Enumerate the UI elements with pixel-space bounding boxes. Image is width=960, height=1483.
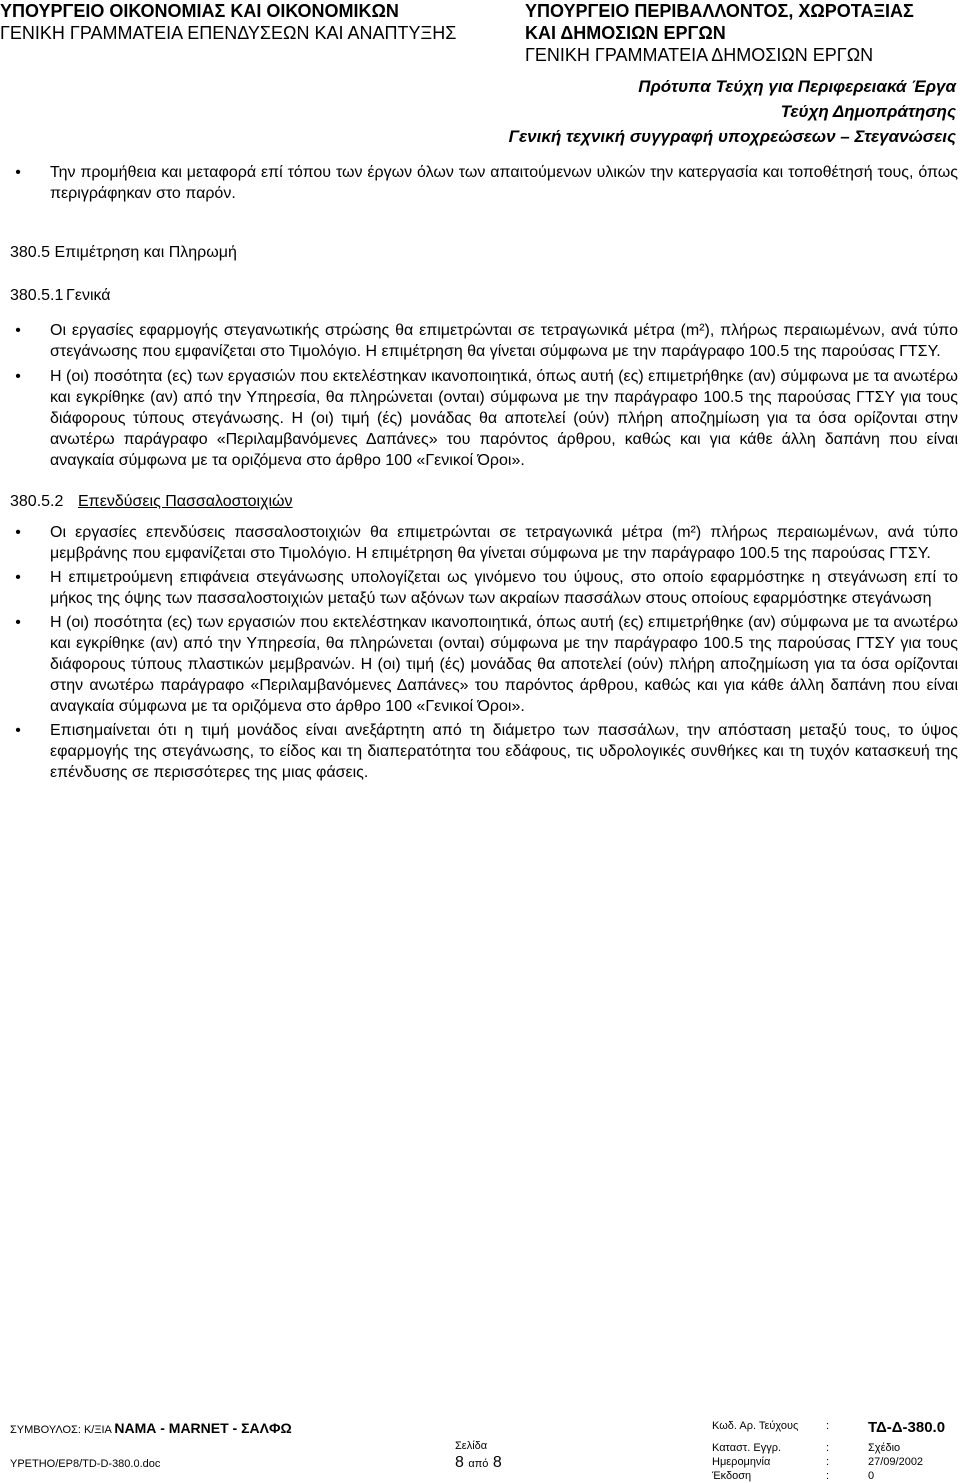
- bullet-text: Επισημαίνεται ότι η τιμή μονάδος είναι ανεξάρτητη από τη διάμετρο των πασσάλων, την απόσταση μεταξύ τους, το ύψος εφαρμογής της στεγάνωσης, το είδος και τη διαπερατότητα του εδάφους, τις υδρολογικές συνθήκες και τη τυχόν κατασκευή της επένδυσης σε περισσότερες της μιας φάσεις.: [50, 722, 958, 781]
- subtitle-standard-documents: Πρότυπα Τεύχη για Περιφερειακά Έργα: [638, 77, 956, 96]
- meta-value-status: Σχέδιο: [868, 1442, 901, 1454]
- ministry-economy-title: ΥΠΟΥΡΓΕΙΟ ΟΙΚΟΝΟΜΙΑΣ ΚΑΙ ΟΙΚΟΝΟΜΙΚΩΝ: [0, 1, 399, 21]
- document-body: [10, 162, 958, 783]
- section-heading: [10, 242, 958, 263]
- meta-colon: :: [826, 1442, 830, 1454]
- subsection-title: Γενικά: [66, 287, 111, 304]
- page-current: 8: [455, 1454, 464, 1471]
- bullet-icon: •: [15, 614, 21, 631]
- section-number: 380.5: [10, 244, 51, 261]
- consultant-name: ΝΑΜΑ - MARNET - ΣΑΛΦΩ: [114, 1420, 292, 1436]
- bullet-text: Την προμήθεια και μεταφορά επί τόπου των έργων όλων των απαιτούμενων υλικών την κατεργασία και τοποθέτησή τους, όπως περιγράφηκαν στο παρόν.: [50, 164, 958, 202]
- consultant-label: ΣΥΜΒΟΥΛΟΣ: Κ/ΞΙΑ: [10, 1424, 112, 1436]
- page-label: Σελίδα: [455, 1440, 488, 1452]
- meta-label-status: Καταστ. Εγγρ.: [712, 1442, 782, 1454]
- bullet-icon: •: [15, 322, 21, 339]
- bullet-text: Οι εργασίες επενδύσεις πασσαλοστοιχιών θα επιμετρώνται σε τετραγωνικά μέτρα (m²) πλήρως περαιωμένων, ανά τύπο μεμβράνης που εμφανίζεται στο Τιμολόγιο. Η επιμέτρηση θα γίνεται σύμφωνα με την παράγραφο 100.5 της παρούσας ΓΤΣΥ.: [50, 524, 958, 562]
- list-item: [10, 567, 958, 609]
- meta-value-version: 0: [868, 1470, 875, 1482]
- subsection-number: 380.5.2: [10, 493, 64, 510]
- bullet-icon: •: [15, 722, 21, 739]
- subsection-title: Επενδύσεις Πασσαλοστοιχιών: [78, 493, 293, 510]
- meta-colon: :: [826, 1456, 830, 1468]
- subsection-heading-piles: [10, 491, 958, 512]
- section-title: Επιμέτρηση και Πληρωμή: [54, 244, 237, 261]
- bullet-text: Η (οι) ποσότητα (ες) των εργασιών που εκτελέστηκαν ικανοποιητικά, όπως αυτή (ες) επιμετρήθηκε (αν) σύμφωνα με τα ανωτέρω και εγκρίθηκε (αν) από την Υπηρεσία, θα πληρώνεται (ονται) σύμφωνα με την παράγραφο 100.5 της παρούσας ΓΤΣΥ για τους διάφορους τύπους στεγάνωσης. Η (οι) τιμή (ές) μονάδας θα αποτελεί (ούν) πλήρη αποζημίωση για τα όσα ορίζονται στην ανωτέρω παράγραφο «Περιλαμβανόμενες Δαπάνες» του παρόντος άρθρου, καθώς και για κάθε άλλη δαπάνη που είναι αναγκαία σύμφωνα με τα οριζόμενα στο άρθρο 100 «Γενικοί Όροι».: [50, 368, 958, 469]
- bullet-text: Η επιμετρούμενη επιφάνεια στεγάνωσης υπολογίζεται ως γινόμενο του ύψους, στο οποίο εφαρμόστηκε η στεγάνωση επί το μήκος της όψης των πασσαλοστοιχιών μεταξύ των αξόνων των ακραίων πασσάλων στους οποίους εφαρμόστηκε στεγάνωση: [50, 569, 958, 607]
- list-item: [10, 320, 958, 362]
- meta-value-date: 27/09/2002: [868, 1456, 924, 1468]
- list-item: [10, 366, 958, 471]
- bullet-icon: •: [15, 569, 21, 586]
- page-footer: [0, 1416, 960, 1483]
- consultant-line: [10, 1420, 292, 1436]
- meta-colon: :: [826, 1470, 830, 1482]
- header-left: [0, 0, 456, 44]
- meta-value-code: ΤΔ-Δ-380.0: [868, 1419, 946, 1436]
- meta-colon: :: [826, 1420, 830, 1432]
- list-item: [10, 612, 958, 717]
- subsection-number: 380.5.1: [10, 287, 64, 304]
- list-item: [10, 162, 958, 204]
- header-right: [525, 0, 914, 66]
- bullet-icon: •: [15, 164, 21, 181]
- meta-label-code: Κωδ. Αρ. Τεύχους: [712, 1420, 799, 1432]
- bullet-text: Οι εργασίες εφαρμογής στεγανωτικής στρώσης θα επιμετρώνται σε τετραγωνικά μέτρα (m²), πλήρως περαιωμένων, ανά τύπο στεγάνωσης που εμφανίζεται στο Τιμολόγιο. Η επιμέτρηση θα γίνεται σύμφωνα με την παράγραφο 100.5 της παρούσας ΓΤΣΥ.: [50, 322, 958, 360]
- page-total: 8: [492, 1454, 502, 1471]
- general-secretariat-investments: ΓΕΝΙΚΗ ΓΡΑΜΜΑΤΕΙΑ ΕΠΕΝΔΥΣΕΩΝ ΚΑΙ ΑΝΑΠΤΥΞΗΣ: [0, 23, 457, 43]
- meta-label-date: Ημερομηνία: [712, 1456, 771, 1468]
- bullet-icon: •: [15, 524, 21, 541]
- ministry-environment-title-cont: ΚΑΙ ΔΗΜΟΣΙΩΝ ΕΡΓΩΝ: [525, 23, 726, 43]
- list-item: [10, 720, 958, 783]
- general-secretariat-public-works: ΓΕΝΙΚΗ ΓΡΑΜΜΑΤΕΙΑ ΔΗΜΟΣΙΩΝ ΕΡΓΩΝ: [525, 45, 874, 65]
- list-item: [10, 522, 958, 564]
- subtitle-tender-documents: Τεύχη Δημοπράτησης: [780, 102, 956, 121]
- page-number: [455, 1454, 502, 1472]
- meta-label-version: Έκδοση: [712, 1470, 752, 1482]
- file-name: ΥΡΕΤΗΟ/ΕΡ8/ΤD-D-380.0.doc: [10, 1458, 161, 1470]
- subtitle-specification: Γενική τεχνική συγγραφή υποχρεώσεων – Στεγανώσεις: [508, 127, 956, 146]
- bullet-text: Η (οι) ποσότητα (ες) των εργασιών που εκτελέστηκαν ικανοποιητικά, όπως αυτή (ες) επιμετρήθηκε (αν) σύμφωνα με τα ανωτέρω και εγκρίθηκε (αν) από την Υπηρεσία, θα πληρώνεται (ονται) σύμφωνα με την παράγραφο 100.5 της παρούσας ΓΤΣΥ για τους διάφορους τύπους πλαστικών μεμβρανών. Η (οι) τιμή (ές) μονάδας θα αποτελεί (ούν) πλήρη αποζημίωση για τα όσα ορίζονται στην ανωτέρω παράγραφο «Περιλαμβανόμενες Δαπάνες» του παρόντος άρθρου, καθώς και για κάθε άλλη δαπάνη που είναι αναγκαία σύμφωνα με τα οριζόμενα στο άρθρο 100 «Γενικοί Όροι».: [50, 614, 958, 715]
- subsection-heading-general: [10, 285, 958, 306]
- ministry-environment-title: ΥΠΟΥΡΓΕΙΟ ΠΕΡΙΒΑΛΛΟΝΤΟΣ, ΧΩΡΟΤΑΞΙΑΣ: [525, 1, 914, 21]
- document-subtitles: [509, 74, 956, 149]
- page-of: από: [468, 1458, 489, 1470]
- bullet-icon: •: [15, 368, 21, 385]
